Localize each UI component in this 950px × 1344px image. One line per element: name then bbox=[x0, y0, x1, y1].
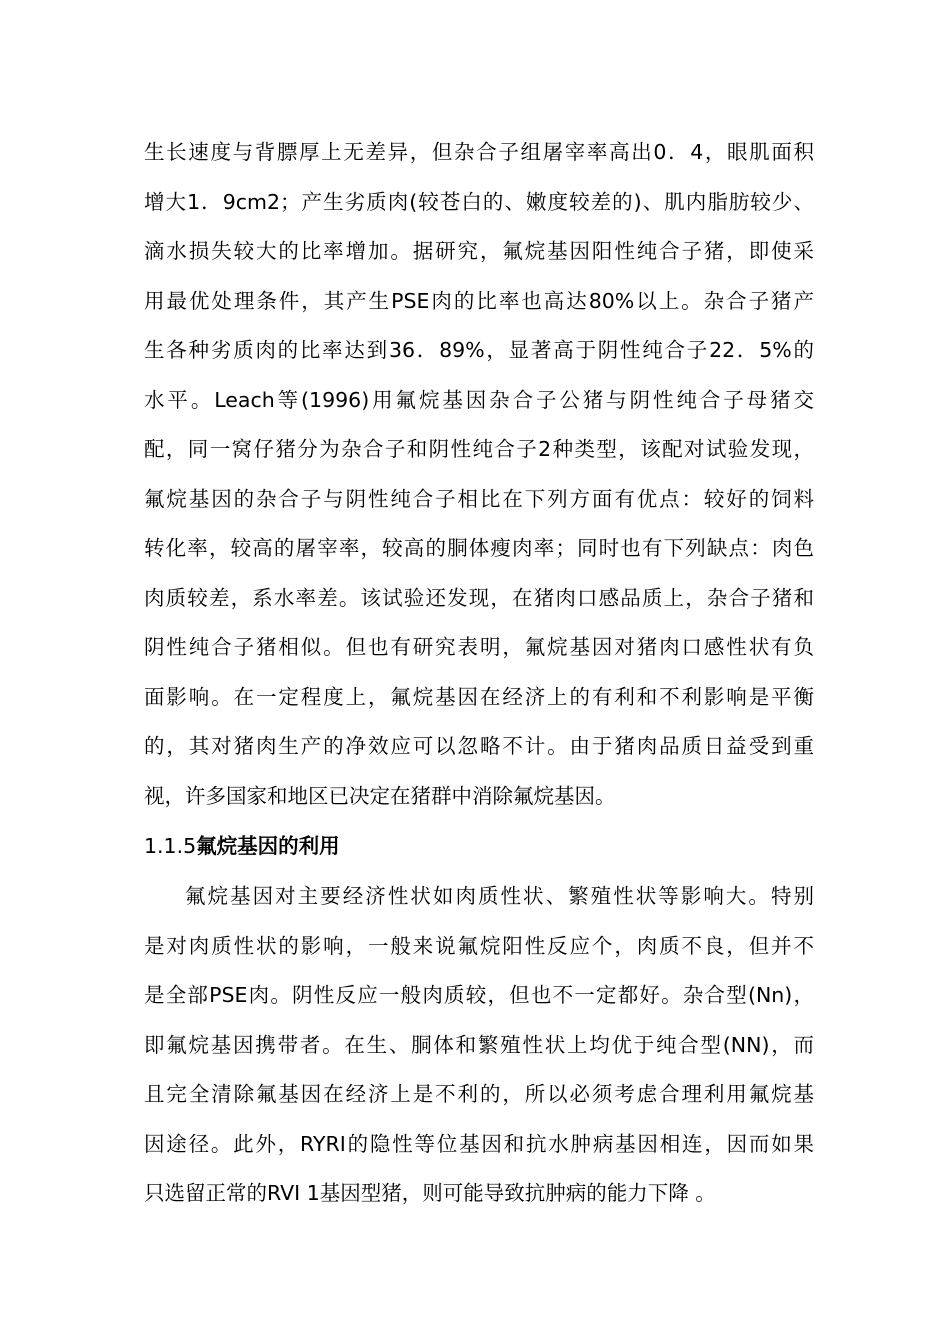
paragraph-1 bbox=[144, 128, 814, 821]
paragraph-line: 配，同一窝仔猪分为杂合子和阴性纯合子2种类型，该配对试验发现， bbox=[144, 437, 814, 461]
paragraph-line: 用最优处理条件，其产生PSE肉的比率也高达80%以上。杂合子猪产 bbox=[144, 288, 814, 313]
paragraph-2 bbox=[144, 872, 814, 1219]
paragraph-line: 的，其对猪肉生产的净效应可以忽略不计。由于猪肉品质日益受到重 bbox=[144, 734, 814, 758]
paragraph-line: 水平。Leach等(1996)用氟烷基因杂合子公猪与阴性纯合子母猪交 bbox=[144, 387, 814, 412]
section-number: 1.1.5 bbox=[144, 834, 197, 858]
paragraph-line: 生长速度与背膘厚上无差异，但杂合子组屠宰率高出0．4，眼肌面积 bbox=[144, 140, 814, 164]
section-heading bbox=[144, 822, 340, 872]
section-title: 氟烷基因的利用 bbox=[196, 834, 340, 858]
paragraph-line: 因途径。此外，RYRI的隐性等位基因和抗水肿病基因相连，因而如果 bbox=[144, 1131, 814, 1156]
paragraph-line: 肉质较差，系水率差。该试验还发现，在猪肉口感品质上，杂合子猪和 bbox=[144, 585, 814, 610]
paragraph-line: 转化率，较高的屠宰率，较高的胴体瘦肉率；同时也有下列缺点：肉色 bbox=[144, 536, 814, 560]
paragraph-line: 氟烷基因对主要经济性状如肉质性状、繁殖性状等影响大。特别 bbox=[185, 884, 814, 908]
paragraph-line: 是全部PSE肉。阴性反应一般肉质较，但也不一定都好。杂合型(Nn)， bbox=[144, 983, 814, 1007]
paragraph-line: 滴水损失较大的比率增加。据研究，氟烷基因阳性纯合子猪，即使采 bbox=[144, 239, 814, 263]
paragraph-line: 视，许多国家和地区已决定在猪群中消除氟烷基因。 bbox=[144, 783, 616, 808]
paragraph-line: 只选留正常的RVI 1基因型猪，则可能导致抗肿病的能力下降 。 bbox=[144, 1181, 716, 1205]
paragraph-line: 增大1．9cm2；产生劣质肉(较苍白的、嫩度较差的)、肌内脂肪较少、 bbox=[144, 189, 814, 214]
paragraph-line: 氟烷基因的杂合子与阴性纯合子相比在下列方面有优点：较好的饲料 bbox=[144, 486, 814, 511]
paragraph-line: 面影响。在一定程度上，氟烷基因在经济上的有利和不利影响是平衡 bbox=[144, 684, 814, 709]
paragraph-line: 生各种劣质肉的比率达到36．89%，显著高于阴性纯合子22．5%的 bbox=[144, 338, 814, 362]
paragraph-line: 且完全清除氟基因在经济上是不利的，所以必须考虑合理利用氟烷基 bbox=[144, 1082, 814, 1106]
paragraph-line: 阴性纯合子猪相似。但也有研究表明，氟烷基因对猪肉口感性状有负 bbox=[144, 635, 814, 659]
paragraph-line: 是对肉质性状的影响，一般来说氟烷阳性反应个，肉质不良，但并不 bbox=[144, 933, 814, 958]
paragraph-line: 即氟烷基因携带者。在生、胴体和繁殖性状上均优于纯合型(NN)，而 bbox=[144, 1032, 814, 1057]
